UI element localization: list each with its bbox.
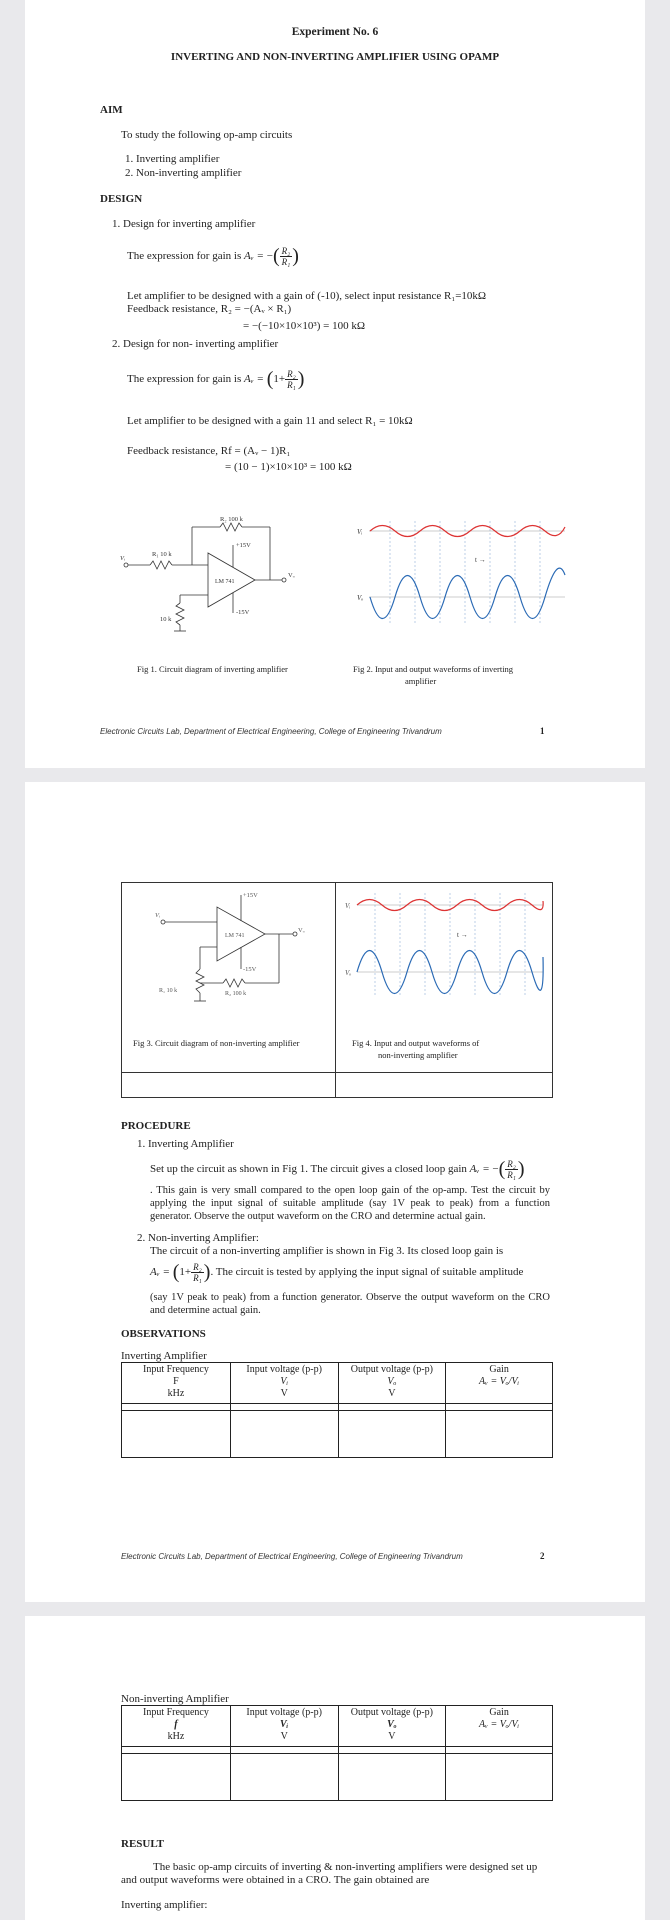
design1-line2: Feedback resistance, R₂ = −(Aᵥ × R₁) [127, 303, 292, 315]
procedure-heading: PROCEDURE [121, 1120, 191, 1132]
noninverting-table-title: Non-inverting Amplifier [121, 1693, 229, 1705]
page-2 [25, 782, 645, 1602]
noninverting-waveforms-plot [345, 887, 550, 1007]
vi-label: Vᵢ [120, 555, 125, 562]
noninverting-observation-table [121, 1705, 553, 1801]
header-output-voltage: Output voltage (p-p) Vₒ V [338, 1363, 446, 1404]
vo-axis-label: Vₒ [345, 969, 352, 977]
ground-resistor-label: 10 k [160, 616, 172, 623]
fig2-caption-line2: amplifier [405, 676, 437, 686]
design2-line2: Feedback resistance, Rf = (Aᵥ − 1)R₁ [127, 445, 291, 457]
frame-row-line [121, 1072, 553, 1073]
av-symbol: Aᵥ = [244, 250, 264, 263]
aim-item: 1. Inverting amplifier [125, 153, 220, 165]
page-title: INVERTING AND NON-INVERTING AMPLIFIER USING OPAMP [170, 51, 500, 63]
gain-fraction: $\frac{\text{R₂}}{\text{R₁}}$ [281, 246, 291, 267]
table-row [122, 1404, 553, 1411]
header-input-voltage: Input voltage (p-p) Vᵢ V [230, 1363, 338, 1404]
proc2-gain-line: Aᵥ = (1+ $\frac{\text{R₂}}{\text{R₁}}$ ). The circuit is tested by applying the input signal of suitable amplitude [150, 1261, 524, 1283]
noninverting-circuit-diagram [155, 887, 325, 1012]
proc1-text-first-line: Set up the circuit as shown in Fig 1. The circuit gives a closed loop gain Aᵥ = −( $\frac{\text{R₂}}{\text{R₁}}$ ) [150, 1158, 525, 1180]
design2-line3: = (10 − 1)×10×10³ = 100 kΩ [225, 461, 352, 473]
minus-sign: − [266, 250, 273, 263]
gain-fraction: $\frac{\text{R₂}}{\text{R₁}}$ [193, 1262, 202, 1283]
gain-fraction: $\frac{\text{R₂}}{\text{R₁}}$ [507, 1159, 516, 1180]
fig4-caption-line2: non-inverting amplifier [378, 1050, 458, 1060]
header-output-voltage: Output voltage (p-p) Vₒ V [338, 1706, 446, 1747]
header-gain: Gain Aᵥ = Vₒ/Vᵢ [446, 1363, 553, 1404]
aim-heading: AIM [100, 104, 123, 116]
gain-fraction: $\frac{\text{R₂}}{\text{R₁}}$ [287, 369, 296, 390]
table-row [122, 1411, 553, 1458]
vo-label: Vₒ [298, 927, 305, 934]
ic-label: LM 741 [225, 933, 245, 939]
r2-label: R₂ 100 k [220, 516, 243, 523]
aim-intro: To study the following op-amp circuits [121, 129, 293, 141]
av-symbol: Aᵥ = [244, 373, 264, 386]
expr-text: The expression for gain is [127, 373, 242, 386]
design1-gain-expression [127, 245, 299, 268]
inverting-waveforms-plot [355, 515, 575, 635]
result-heading: RESULT [121, 1838, 165, 1850]
page-number: 2 [540, 1551, 545, 1561]
experiment-number: Experiment No. 6 [291, 26, 379, 38]
result-text-line2: and output waveforms were obtained in a CRO. The gain obtained are [121, 1874, 430, 1886]
page-3 [25, 1616, 645, 1920]
r2-label: R₂ 100 k [225, 991, 247, 997]
time-arrow-label: t → [457, 931, 468, 939]
header-input-frequency: Input Frequency f kHz [122, 1706, 231, 1747]
vi-axis-label: Vᵢ [357, 528, 363, 536]
table-row [122, 1747, 553, 1754]
page-number: 1 [540, 726, 545, 736]
vpos-label: +15V [243, 892, 258, 899]
table-header-row [122, 1706, 553, 1747]
fig3-caption: Fig 3. Circuit diagram of non-inverting amplifier [133, 1038, 300, 1048]
proc2-title: 2. Non-inverting Amplifier: [137, 1232, 259, 1244]
vpos-label: +15V [236, 542, 251, 549]
proc1-title: 1. Inverting Amplifier [137, 1138, 234, 1150]
header-input-voltage: Input voltage (p-p) Vᵢ V [230, 1706, 338, 1747]
footer: Electronic Circuits Lab, Department of Electrical Engineering, College of Engineering Trivandrum [121, 1552, 463, 1561]
inverting-result-label: Inverting amplifier: [121, 1899, 208, 1911]
design2-title: 2. Design for non- inverting amplifier [112, 338, 279, 350]
vneg-label: -15V [236, 609, 250, 616]
observations-heading: OBSERVATIONS [121, 1328, 206, 1340]
table-row [122, 1754, 553, 1801]
result-text-line1: The basic op-amp circuits of inverting & non-inverting amplifiers were designed set up [153, 1861, 538, 1873]
proc2-text-a: The circuit of a non-inverting amplifier is shown in Fig 3. Its closed loop gain is [150, 1245, 504, 1257]
vi-label: Vᵢ [155, 912, 160, 919]
ic-label: LM 741 [215, 579, 235, 585]
inverting-table-title: Inverting Amplifier [121, 1350, 207, 1362]
design2-line1: Let amplifier to be designed with a gain 11 and select R₁ = 10kΩ [127, 415, 413, 427]
design2-gain-expression: The expression for gain is Aᵥ = (1+ $\frac{\text{R₂}}{\text{R₁}}$ ) [127, 368, 305, 390]
design-heading: DESIGN [100, 193, 143, 205]
paren-close: ) [292, 245, 299, 267]
frame-divider [335, 882, 336, 1098]
aim-item: 2. Non-inverting amplifier [125, 167, 242, 179]
footer: Electronic Circuits Lab, Department of Electrical Engineering, College of Engineering Trivandrum [100, 727, 442, 736]
vi-axis-label: Vᵢ [345, 902, 351, 910]
r1-label: R₁ 10 k [159, 988, 178, 994]
vo-label: Vₒ [288, 572, 295, 579]
expr-text: The expression for gain is [127, 250, 242, 263]
inverting-circuit-diagram [120, 515, 310, 635]
proc2-text-c: (say 1V peak to peak) from a function generator. Observe the output waveform on the CRO and determine actual gain. [150, 1292, 550, 1316]
header-input-frequency: Input Frequency F kHz [122, 1363, 231, 1404]
time-arrow-label: t → [475, 556, 486, 564]
design1-line3: = −(−10×10×10³) = 100 kΩ [243, 320, 366, 332]
proc1-text: . This gain is very small compared to the open loop gain of the op-amp. Test the circuit by applying the input signal of suitable amplitude (say 1V peak to peak) from a function generator. Observe the output waveform on the CRO and determine actual gain. [150, 1185, 550, 1222]
design1-line1: Let amplifier to be designed with a gain of (-10), select input resistance R₁=10kΩ [127, 290, 487, 302]
table-header-row [122, 1363, 553, 1404]
vo-axis-label: Vₒ [357, 594, 364, 602]
fig1-caption: Fig 1. Circuit diagram of inverting amplifier [137, 664, 288, 674]
page-1 [25, 0, 645, 768]
paren-open: ( [272, 245, 280, 267]
inverting-observation-table [121, 1362, 553, 1458]
vneg-label: -15V [243, 966, 257, 973]
output-wave [370, 568, 565, 618]
design1-title: 1. Design for inverting amplifier [112, 218, 256, 230]
fig4-caption-line1: Fig 4. Input and output waveforms of [352, 1038, 480, 1048]
header-gain: Gain Aᵥ = Vₒ/Vᵢ [446, 1706, 553, 1747]
r1-label: R₁ 10 k [152, 551, 172, 558]
fig2-caption-line1: Fig 2. Input and output waveforms of inverting [353, 664, 514, 674]
